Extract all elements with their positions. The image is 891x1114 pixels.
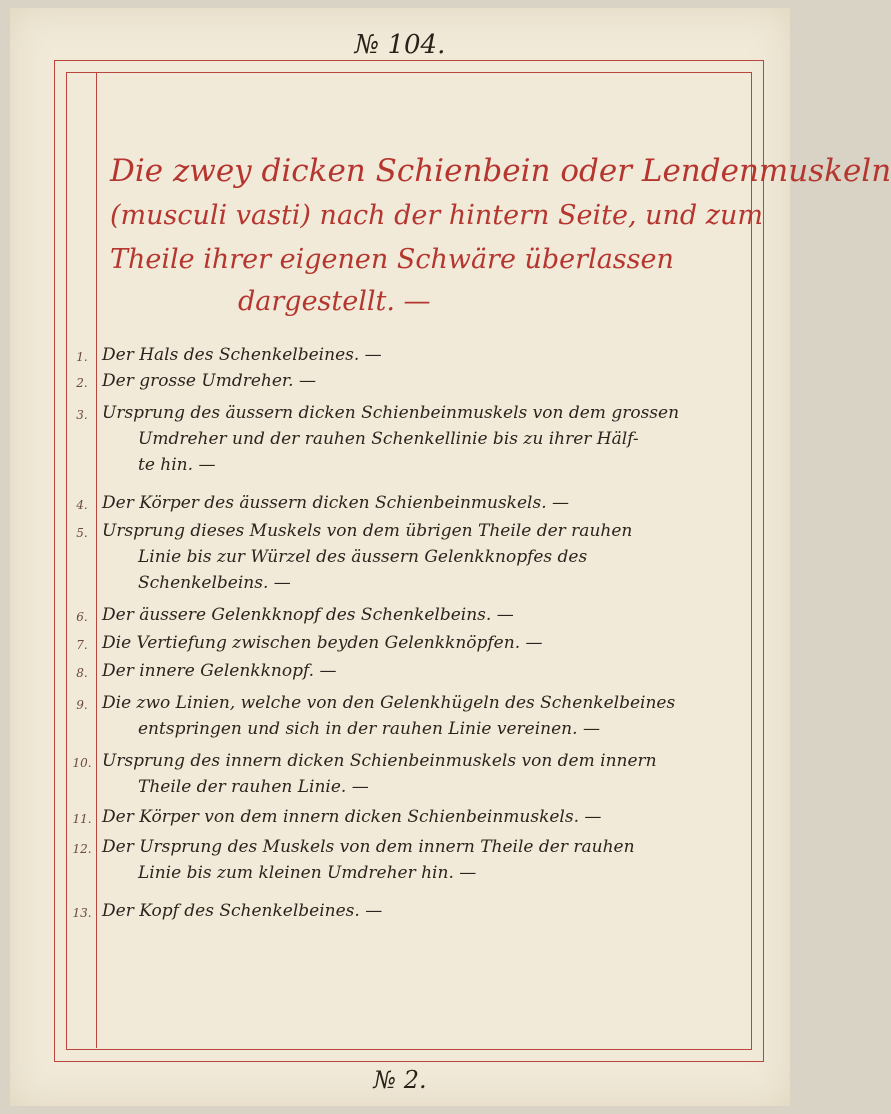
item-line: entspringen und sich in der rauhen Linie vereinen. — [138,719,600,739]
item-text [102,804,722,830]
item-line: Die Vertiefung zwischen beyden Gelenkknöpfen. — [102,633,543,653]
item-line: Umdreher und der rauhen Schenkellinie bis zu ihrer Hälf- [138,429,639,449]
item-line: Der Ursprung des Muskels von dem innern Theile der rauhen [102,837,635,857]
item-number: 6. [76,610,88,624]
item-line: Der Körper von dem innern dicken Schienbeinmuskels. — [102,807,602,827]
item-number: 1. [76,350,88,364]
item-text [102,748,722,800]
item-line: Der äussere Gelenkknopf des Schenkelbeins. — [102,605,514,625]
item-line: Der innere Gelenkknopf. — [102,661,337,681]
folio-number-top: № 104. [354,30,446,60]
item-line: Ursprung des innern dicken Schienbeinmuskels von dem innern [102,751,657,771]
item-number: 5. [76,526,88,540]
item-line: Theile der rauhen Linie. — [138,777,369,797]
item-number: 13. [72,906,92,920]
manuscript-sheet [10,8,891,1106]
item-line: Der Kopf des Schenkelbeines. — [102,901,383,921]
item-line: Der grosse Umdreher. — [102,371,316,391]
item-line: Ursprung dieses Muskels von dem übrigen Theile der rauhen [102,521,633,541]
item-text [102,658,722,684]
item-text [102,898,722,924]
item-number: 9. [76,698,88,712]
item-number: 3. [76,408,88,422]
item-line: Der Körper des äussern dicken Schienbeinmuskels. — [102,493,570,513]
item-number: 8. [76,666,88,680]
title-line: Theile ihrer eigenen Schwäre überlassen [110,244,674,275]
item-line: Ursprung des äussern dicken Schienbeinmuskels von dem grossen [102,403,680,423]
item-number: 12. [72,842,92,856]
item-number: 2. [76,376,88,390]
folio-number-bottom: № 2. [373,1066,427,1094]
item-text [102,518,722,596]
page-title [110,148,891,322]
item-number: 10. [72,756,92,770]
item-number: 4. [76,498,88,512]
item-number: 7. [76,638,88,652]
item-text [102,602,722,628]
item-number: 11. [72,812,92,826]
item-text [102,342,722,368]
item-text [102,690,722,742]
item-text [102,400,722,478]
title-line: Die zwey dicken Schienbein oder Lendenmuskeln [110,153,891,189]
item-text [102,490,722,516]
item-text [102,630,722,656]
item-text [102,368,722,394]
item-line: Die zwo Linien, welche von den Gelenkhügeln des Schenkelbeines [102,693,676,713]
item-line: Der Hals des Schenkelbeines. — [102,345,382,365]
item-line: Schenkelbeins. — [138,573,291,593]
title-line: dargestellt. — [238,286,431,317]
item-text [102,834,722,886]
item-line: te hin. — [138,455,216,475]
item-line: Linie bis zum kleinen Umdreher hin. — [138,863,477,883]
margin-rule [96,72,97,1048]
item-line: Linie bis zur Würzel des äussern Gelenkknopfes des [138,547,588,567]
title-line: (musculi vasti) nach der hintern Seite, und zum [110,200,763,231]
